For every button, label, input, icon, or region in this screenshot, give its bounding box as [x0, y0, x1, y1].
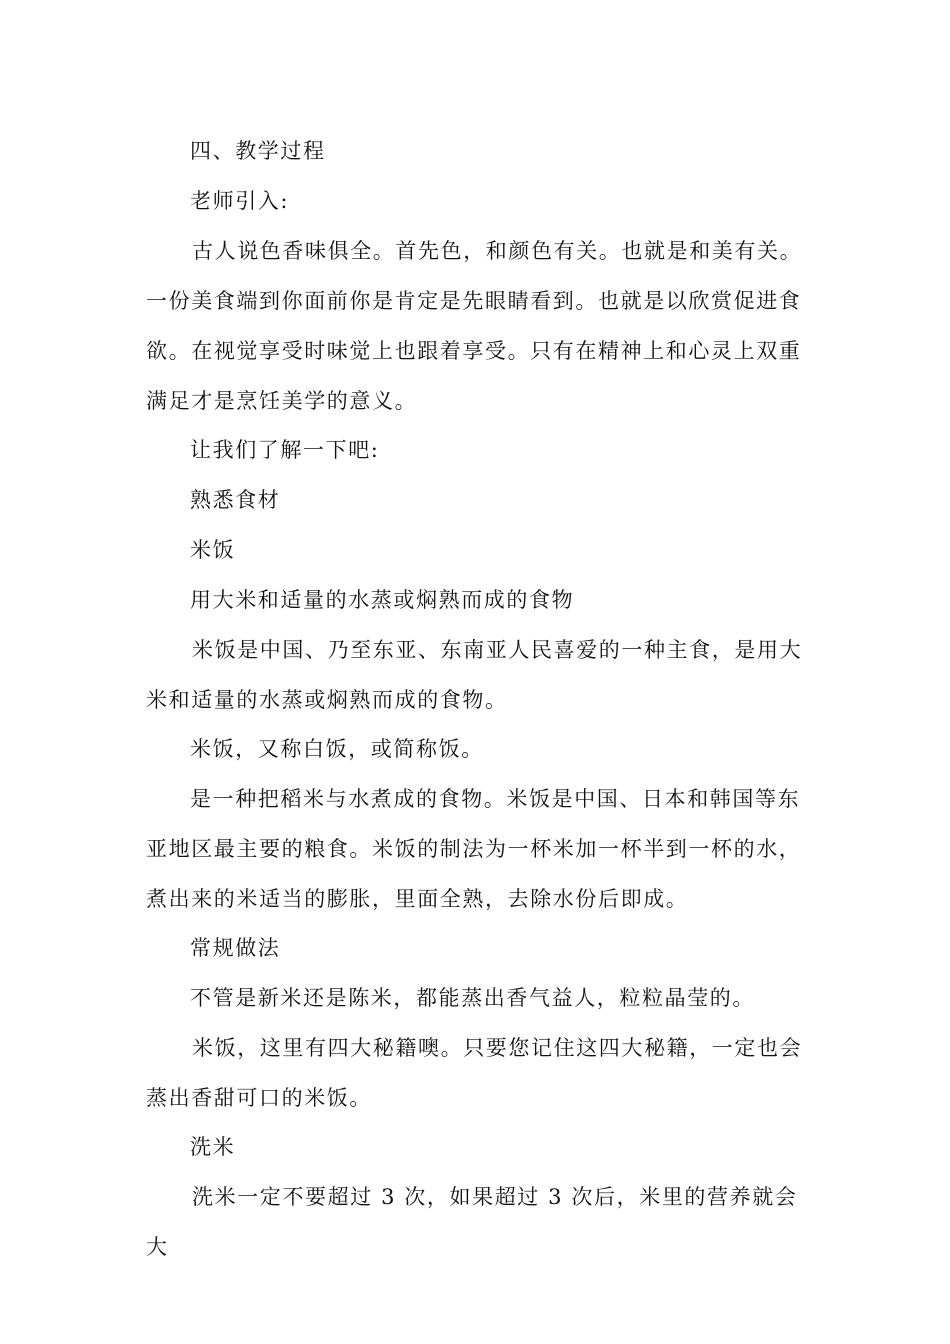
section-heading: 四、教学过程 [190, 139, 326, 163]
paragraph: 米饭，又称白饭，或简称饭。 [190, 737, 484, 761]
paragraph: 让我们了解一下吧: [190, 438, 380, 462]
paragraph: 洗米 [190, 1135, 236, 1159]
paragraph: 老师引入: [190, 189, 290, 213]
paragraph: 常规做法 [190, 936, 281, 960]
paragraph: 古人说色香味俱全。首先色，和颜色有关。也就是和美有关。一份美食端到你面前你是肯定是先眼睛看到。也就是以欣赏促进食欲。在视觉享受时味觉上也跟着享受。只有在精神上和心灵上双重满足才是烹饪美学的意义。 [146, 239, 803, 413]
paragraph: 熟悉食材 [190, 488, 281, 512]
paragraph: 是一种把稻米与水煮成的食物。米饭是中国、日本和韩国等东亚地区最主要的粮食。米饭的制法为一杯米加一杯半到一杯的水，煮出来的米适当的膨胀，里面全熟，去除水份后即成。 [146, 787, 802, 911]
paragraph: 米饭 [190, 538, 236, 562]
paragraph: 不管是新米还是陈米，都能蒸出香气益人，粒粒晶莹的。 [190, 986, 755, 1010]
paragraph: 用大米和适量的水蒸或焖熟而成的食物 [190, 588, 575, 612]
paragraph: 米饭，这里有四大秘籍噢。只要您记住这四大秘籍，一定也会蒸出香甜可口的米饭。 [146, 1036, 803, 1110]
paragraph: 洗米一定不要超过 3 次，如果超过 3 次后，米里的营养就会大 [146, 1185, 798, 1259]
paragraph: 米饭是中国、乃至东亚、东南亚人民喜爱的一种主食，是用大米和适量的水蒸或焖熟而成的食物。 [146, 638, 803, 712]
